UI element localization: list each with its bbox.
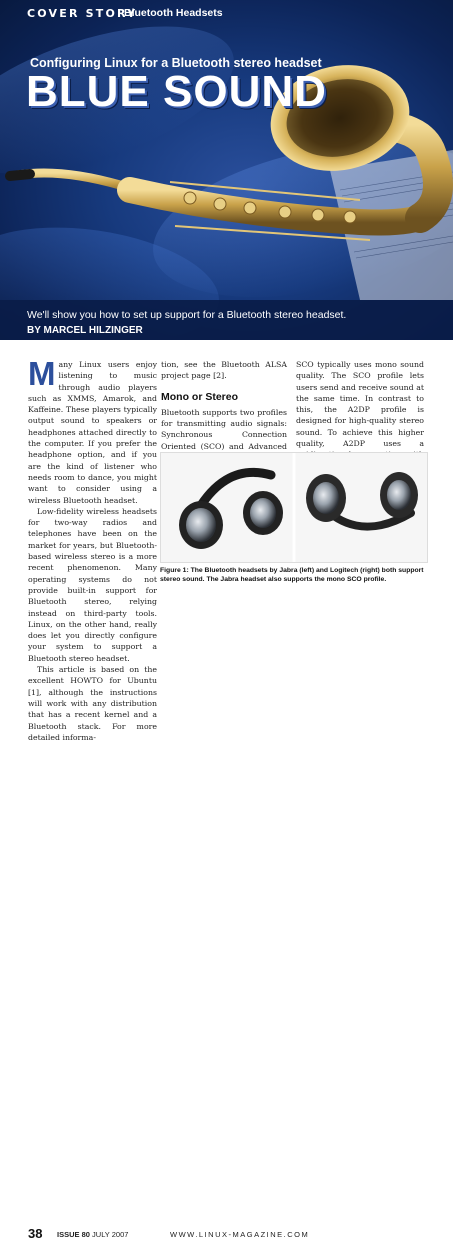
paragraph-text: any Linux users enjoy listening to music through audio players such as XMMS, Amarok, and Kaffeine. These players typically output sound to speakers or headphones attached directly to the computer. If you prefer the headphone option, and if you are the kind of listener who needs room to dance, you might want to consider using a wireless Bluetooth headset.	[28, 360, 157, 505]
issue-date: JULY 2007	[92, 1230, 129, 1239]
paragraph: SCO typically uses mono sound quality. The SCO profile lets users send and receive sound at the same time. In contrast to this, the A2DP profile is designed for high-quality stereo sound. To achieve this higher quality, A2DP uses a	[296, 360, 424, 449]
drop-cap: M	[28, 355, 56, 392]
saxophone-illustration	[0, 0, 453, 300]
section-header	[0, 0, 453, 28]
paragraph: Bluetooth supports two profiles for transmitting audio signals: Synchronous Connection Oriented (SCO) and Advanced	[161, 407, 287, 451]
article-subtitle: Configuring Linux for a Bluetooth stereo headset	[30, 56, 322, 70]
section-heading: Mono or Stereo	[161, 390, 239, 403]
issue-info	[57, 1230, 128, 1239]
byline: BY MARCEL HILZINGER	[27, 325, 143, 336]
website-url: WWW.LINUX-MAGAZINE.COM	[170, 1230, 310, 1239]
paragraph: This article is based on the excellent HOWTO for Ubuntu [1], although the instructions will work with any distribution that has a recent kernel and a Bluetooth stack. For more detailed informa-	[28, 665, 157, 742]
paragraph: Low-fidelity wireless headsets for two-way radios and telephones have been on the market for years, but Bluetooth-based wireless stereo is a more recent phenomenon. Many operating systems do not provide built-in support for Bluetooth stereo, relying instead on third-party tools. Linux, on the other hand, really does let you directly configure your system to support a Bluetooth stereo headset.	[28, 506, 157, 663]
headset-photo	[160, 452, 428, 563]
article-deck: We'll show you how to set up support for a Bluetooth stereo headset.	[27, 309, 347, 321]
headsets-illustration	[161, 453, 427, 562]
column-1	[28, 355, 157, 743]
page-number: 38	[28, 1226, 43, 1241]
issue-label: ISSUE 80	[57, 1230, 90, 1239]
paragraph: tion, see the Bluetooth ALSA project page [2].	[161, 360, 287, 381]
hero-image	[0, 0, 453, 340]
paragraph	[28, 355, 157, 506]
figure-caption: Figure 1: The Bluetooth headsets by Jabra (left) and Logitech (right) both support stereo sound. The Jabra headset also supports the mono SCO profile.	[160, 567, 424, 583]
article-title: BLUE SOUND	[26, 67, 327, 116]
topic-label: Bluetooth Headsets	[124, 7, 223, 19]
section-label: COVER STORY	[27, 7, 138, 20]
